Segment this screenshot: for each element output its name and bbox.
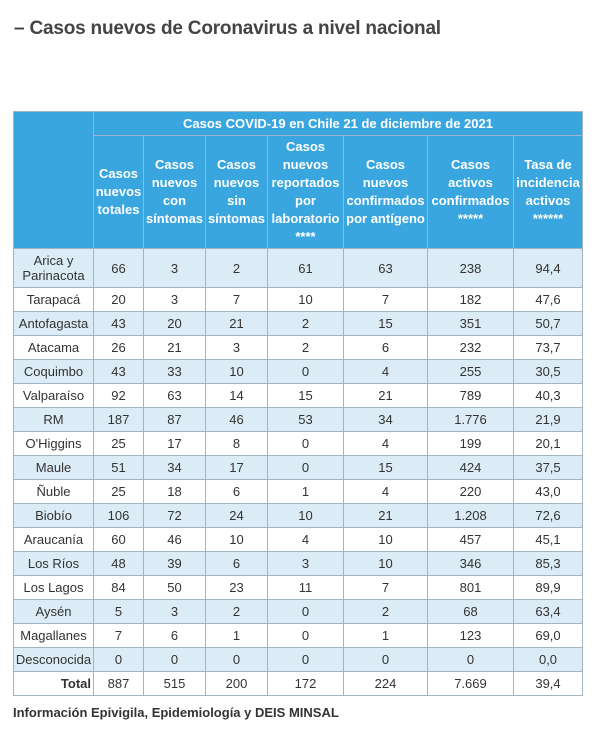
table-caption: Casos COVID-19 en Chile 21 de diciembre de 2021: [94, 112, 583, 136]
table-cell: 21: [344, 504, 428, 528]
region-name-cell: Arica y Parinacota: [14, 249, 94, 288]
table-cell: 7: [206, 288, 268, 312]
table-cell: 39: [144, 552, 206, 576]
table-cell: 0: [428, 648, 514, 672]
total-cell: 172: [268, 672, 344, 696]
total-cell: 887: [94, 672, 144, 696]
table-cell: 6: [344, 336, 428, 360]
table-cell: 789: [428, 384, 514, 408]
table-cell: 15: [268, 384, 344, 408]
table-cell: 0: [144, 648, 206, 672]
table-cell: 20: [94, 288, 144, 312]
table-cell: 21: [344, 384, 428, 408]
table-cell: 182: [428, 288, 514, 312]
table-cell: 60: [94, 528, 144, 552]
region-name-cell: Biobío: [14, 504, 94, 528]
column-header: Casos nuevos reportados por laboratorio ****: [268, 136, 344, 249]
table-cell: 10: [268, 288, 344, 312]
table-cell: 4: [268, 528, 344, 552]
table-cell: 0,0: [514, 648, 583, 672]
table-cell: 457: [428, 528, 514, 552]
table-cell: 66: [94, 249, 144, 288]
table-cell: 7: [344, 288, 428, 312]
corner-header-cell: [14, 112, 94, 249]
table-row: [14, 336, 583, 360]
table-cell: 34: [144, 456, 206, 480]
table-cell: 17: [206, 456, 268, 480]
region-name-cell: Tarapacá: [14, 288, 94, 312]
table-cell: 10: [344, 528, 428, 552]
table-cell: 3: [144, 288, 206, 312]
region-name-cell: O'Higgins: [14, 432, 94, 456]
table-row: [14, 360, 583, 384]
table-cell: 8: [206, 432, 268, 456]
table-cell: 68: [428, 600, 514, 624]
table-cell: 40,3: [514, 384, 583, 408]
region-name-cell: Coquimbo: [14, 360, 94, 384]
total-cell: 224: [344, 672, 428, 696]
table-cell: 0: [268, 360, 344, 384]
table-cell: 7: [94, 624, 144, 648]
table-cell: 2: [268, 336, 344, 360]
column-header: Casos nuevos sin síntomas: [206, 136, 268, 249]
table-cell: 21: [206, 312, 268, 336]
table-row: [14, 312, 583, 336]
table-row: [14, 648, 583, 672]
table-cell: 4: [344, 360, 428, 384]
table-cell: 2: [268, 312, 344, 336]
table-cell: 48: [94, 552, 144, 576]
table-cell: 2: [206, 249, 268, 288]
total-label: Total: [14, 672, 94, 696]
table-cell: 72: [144, 504, 206, 528]
page-title: – Casos nuevos de Coronavirus a nivel nacional: [14, 18, 441, 39]
table-cell: 50: [144, 576, 206, 600]
column-header: Casos nuevos con síntomas: [144, 136, 206, 249]
region-name-cell: Los Lagos: [14, 576, 94, 600]
table-cell: 17: [144, 432, 206, 456]
table-cell: 51: [94, 456, 144, 480]
table-cell: 255: [428, 360, 514, 384]
table-cell: 0: [206, 648, 268, 672]
table-cell: 1.208: [428, 504, 514, 528]
table-cell: 1: [206, 624, 268, 648]
table-cell: 92: [94, 384, 144, 408]
region-name-cell: Magallanes: [14, 624, 94, 648]
table-cell: 3: [268, 552, 344, 576]
table-cell: 7: [344, 576, 428, 600]
table-cell: 0: [268, 600, 344, 624]
table-row: [14, 288, 583, 312]
table-cell: 89,9: [514, 576, 583, 600]
table-row: [14, 624, 583, 648]
table-cell: 0: [268, 624, 344, 648]
table-cell: 14: [206, 384, 268, 408]
table-cell: 34: [344, 408, 428, 432]
table-cell: 46: [206, 408, 268, 432]
table-cell: 424: [428, 456, 514, 480]
table-cell: 73,7: [514, 336, 583, 360]
table-cell: 0: [268, 456, 344, 480]
table-row: [14, 480, 583, 504]
table-cell: 232: [428, 336, 514, 360]
table-cell: 47,6: [514, 288, 583, 312]
table-row: [14, 384, 583, 408]
table-cell: 3: [144, 600, 206, 624]
table-cell: 45,1: [514, 528, 583, 552]
table-cell: 61: [268, 249, 344, 288]
table-cell: 63: [344, 249, 428, 288]
table-cell: 53: [268, 408, 344, 432]
table-cell: 346: [428, 552, 514, 576]
table-cell: 0: [268, 648, 344, 672]
total-cell: 200: [206, 672, 268, 696]
table-cell: 3: [144, 249, 206, 288]
table-cell: 37,5: [514, 456, 583, 480]
table-cell: 10: [344, 552, 428, 576]
table-cell: 33: [144, 360, 206, 384]
table-cell: 85,3: [514, 552, 583, 576]
source-note: Información Epivigila, Epidemiología y DEIS MINSAL: [13, 705, 339, 720]
table-cell: 6: [144, 624, 206, 648]
total-cell: 39,4: [514, 672, 583, 696]
region-name-cell: Atacama: [14, 336, 94, 360]
table-cell: 220: [428, 480, 514, 504]
table-cell: 2: [206, 600, 268, 624]
table-cell: 21,9: [514, 408, 583, 432]
table-cell: 30,5: [514, 360, 583, 384]
table-cell: 43: [94, 360, 144, 384]
table-cell: 801: [428, 576, 514, 600]
region-name-cell: Desconocida: [14, 648, 94, 672]
table-cell: 187: [94, 408, 144, 432]
region-name-cell: Aysén: [14, 600, 94, 624]
table-cell: 10: [206, 528, 268, 552]
table-row: [14, 249, 583, 288]
table-row: [14, 600, 583, 624]
total-cell: 515: [144, 672, 206, 696]
table-cell: 25: [94, 480, 144, 504]
table-cell: 4: [344, 480, 428, 504]
table-cell: 24: [206, 504, 268, 528]
table-cell: 72,6: [514, 504, 583, 528]
table-cell: 3: [206, 336, 268, 360]
table-row: [14, 456, 583, 480]
table-cell: 106: [94, 504, 144, 528]
table-cell: 0: [268, 432, 344, 456]
region-name-cell: Valparaíso: [14, 384, 94, 408]
table-cell: 43,0: [514, 480, 583, 504]
table-cell: 2: [344, 600, 428, 624]
table-cell: 23: [206, 576, 268, 600]
table-cell: 0: [344, 648, 428, 672]
table-cell: 25: [94, 432, 144, 456]
table-row: [14, 528, 583, 552]
covid-table-container: [13, 111, 583, 696]
region-name-cell: Ñuble: [14, 480, 94, 504]
table-row: [14, 576, 583, 600]
covid-cases-table: [13, 111, 583, 696]
total-cell: 7.669: [428, 672, 514, 696]
table-cell: 43: [94, 312, 144, 336]
table-cell: 15: [344, 456, 428, 480]
table-cell: 6: [206, 552, 268, 576]
table-cell: 20: [144, 312, 206, 336]
column-header: Casos nuevos totales: [94, 136, 144, 249]
table-cell: 94,4: [514, 249, 583, 288]
region-name-cell: Antofagasta: [14, 312, 94, 336]
table-cell: 46: [144, 528, 206, 552]
table-row: [14, 504, 583, 528]
table-cell: 351: [428, 312, 514, 336]
table-row: [14, 552, 583, 576]
table-cell: 63: [144, 384, 206, 408]
column-header: Casos nuevos confirmados por antígeno: [344, 136, 428, 249]
table-cell: 0: [94, 648, 144, 672]
table-cell: 123: [428, 624, 514, 648]
table-row: [14, 432, 583, 456]
table-cell: 10: [268, 504, 344, 528]
table-cell: 26: [94, 336, 144, 360]
table-cell: 1.776: [428, 408, 514, 432]
table-cell: 1: [344, 624, 428, 648]
column-header: Tasa de incidencia activos ******: [514, 136, 583, 249]
table-cell: 6: [206, 480, 268, 504]
table-cell: 84: [94, 576, 144, 600]
table-cell: 15: [344, 312, 428, 336]
table-cell: 10: [206, 360, 268, 384]
table-cell: 11: [268, 576, 344, 600]
table-cell: 199: [428, 432, 514, 456]
table-cell: 63,4: [514, 600, 583, 624]
table-cell: 1: [268, 480, 344, 504]
table-cell: 21: [144, 336, 206, 360]
table-cell: 50,7: [514, 312, 583, 336]
region-name-cell: Araucanía: [14, 528, 94, 552]
table-cell: 5: [94, 600, 144, 624]
table-cell: 20,1: [514, 432, 583, 456]
region-name-cell: Los Ríos: [14, 552, 94, 576]
region-name-cell: RM: [14, 408, 94, 432]
column-header: Casos activos confirmados *****: [428, 136, 514, 249]
table-cell: 4: [344, 432, 428, 456]
table-cell: 69,0: [514, 624, 583, 648]
table-cell: 18: [144, 480, 206, 504]
table-cell: 238: [428, 249, 514, 288]
table-cell: 87: [144, 408, 206, 432]
region-name-cell: Maule: [14, 456, 94, 480]
table-row: [14, 408, 583, 432]
